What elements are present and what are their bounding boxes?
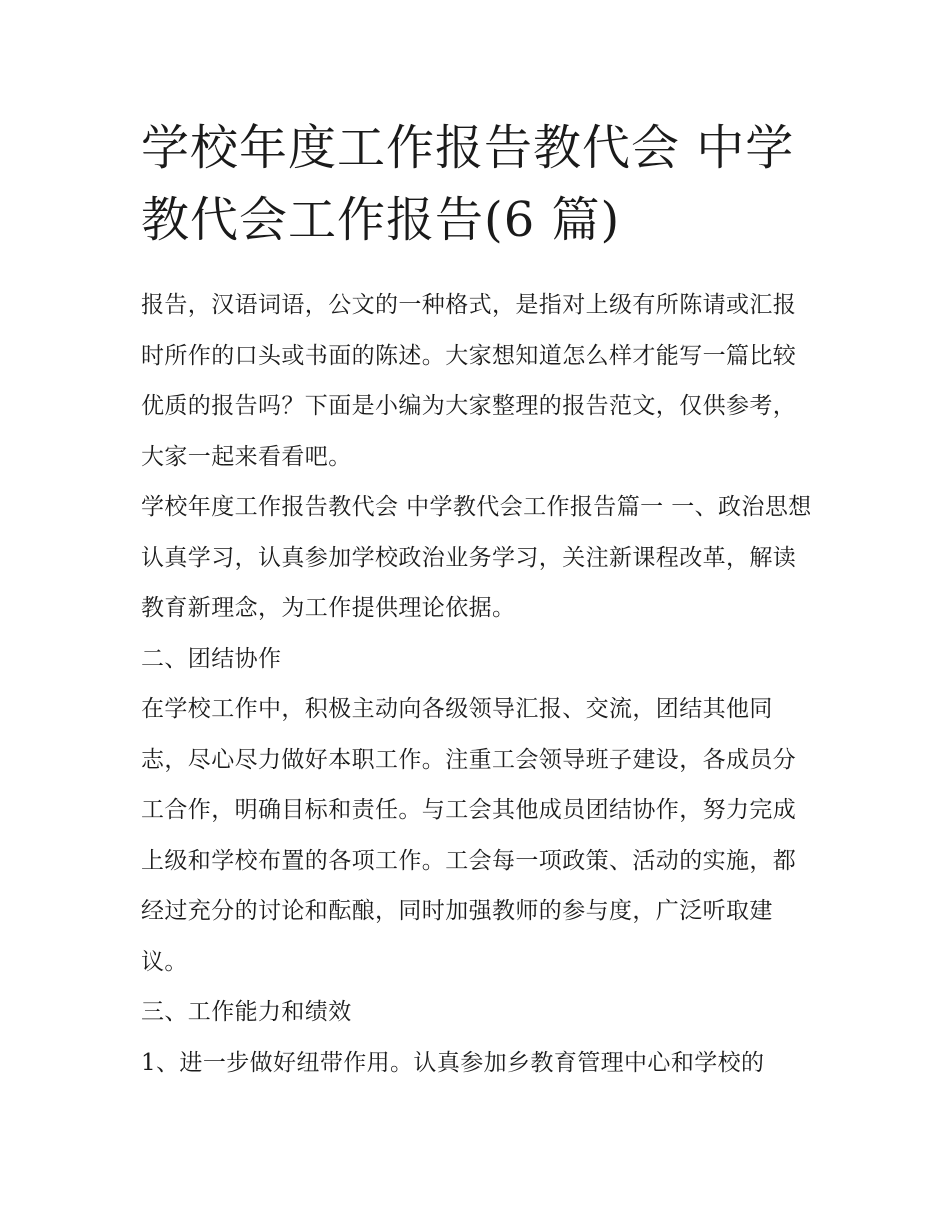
intro-paragraph: 报告，汉语词语，公文的一种格式，是指对上级有所陈请或汇报时所作的口头或书面的陈述。大家想知道怎么样才能写一篇比较优质的报告吗？下面是小编为大家整理的报告范文，仅供参考，大家一起来看看吧。 xyxy=(141,292,797,470)
section-three-item-one: 1、进一步做好纽带作用。认真参加乡教育管理中心和学校的 xyxy=(141,1049,765,1076)
document-title: 学校年度工作报告教代会 中学教代会工作报告(6 篇) xyxy=(141,120,795,248)
section-one-paragraph: 学校年度工作报告教代会 中学教代会工作报告篇一 一、政治思想 认真学习，认真参加学校政治业务学习，关注新课程改革，解读教育新理念，为工作提供理论依据。 xyxy=(141,494,812,621)
section-two-heading: 二、团结协作 xyxy=(141,645,282,672)
section-two-paragraph: 在学校工作中，积极主动向各级领导汇报、交流，团结其他同志，尽心尽力做好本职工作。注重工会领导班子建设，各成员分工合作，明确目标和责任。与工会其他成员团结协作，努力完成上级和学校布置的各项工作。工会每一项政策、活动的实施，都经过充分的讨论和酝酿，同时加强教师的参与度，广泛听取建议。 xyxy=(141,696,797,975)
document-body xyxy=(141,112,813,1088)
section-three-heading: 三、工作能力和绩效 xyxy=(141,999,352,1025)
